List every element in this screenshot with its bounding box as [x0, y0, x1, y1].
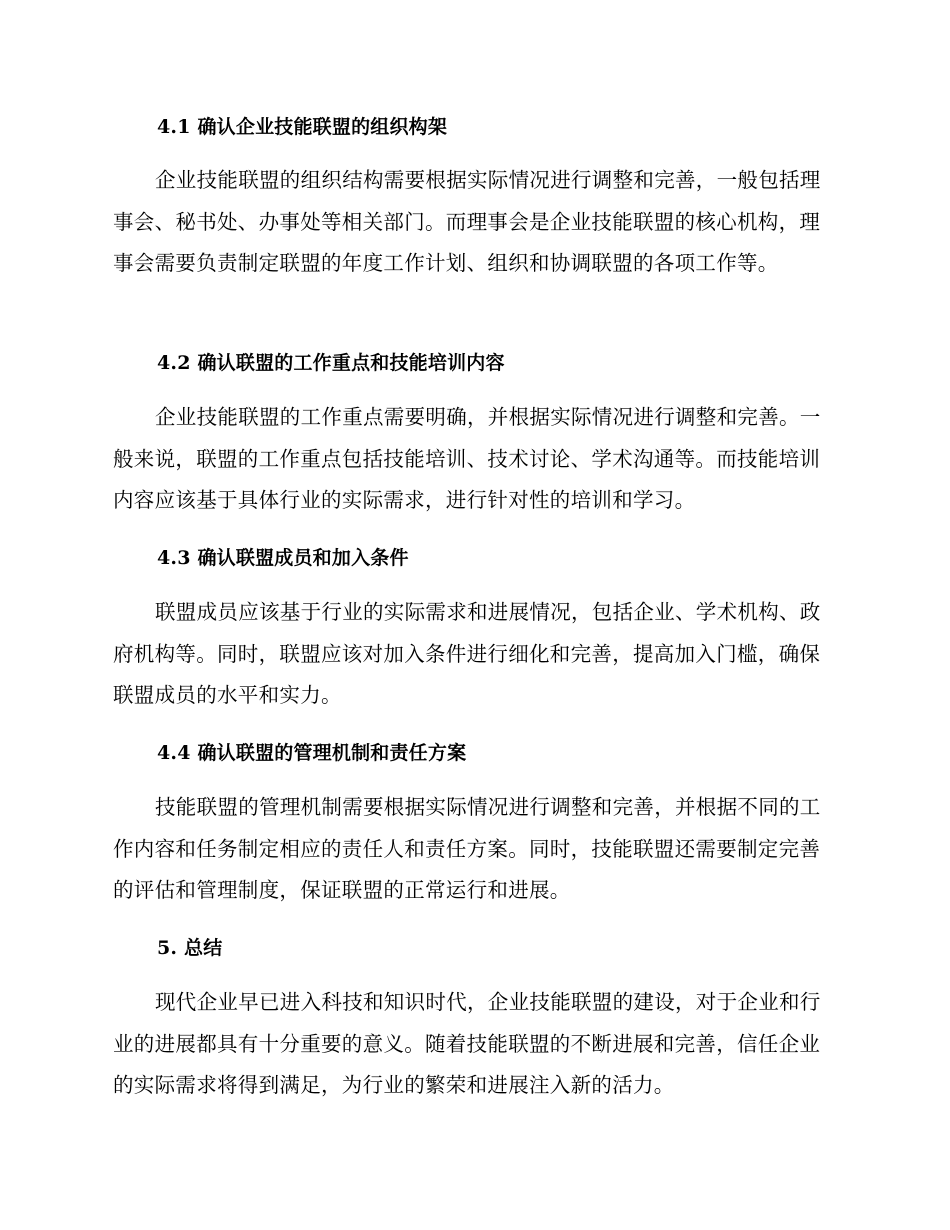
- section-heading-4-3: 4.3 确认联盟成员和加入条件: [157, 547, 409, 569]
- section-heading-4-1: 4.1 确认企业技能联盟的组织构架: [157, 116, 448, 138]
- section-paragraph-5: 现代企业早已进入科技和知识时代，企业技能联盟的建设，对于企业和行业的进展都具有十分重要的意义。随着技能联盟的不断进展和完善，信任企业的实际需求将得到满足，为行业的繁荣和进展注入新的活力。: [113, 990, 821, 1098]
- section-paragraph-4-1: 企业技能联盟的组织结构需要根据实际情况进行调整和完善，一般包括理事会、秘书处、办事处等相关部门。而理事会是企业技能联盟的核心机构，理事会需要负责制定联盟的年度工作计划、组织和协调联盟的各项工作等。: [113, 168, 821, 276]
- section-paragraph-4-2: 企业技能联盟的工作重点需要明确，并根据实际情况进行调整和完善。一般来说，联盟的工作重点包括技能培训、技术讨论、学术沟通等。而技能培训内容应该基于具体行业的实际需求，进行针对性的培训和学习。: [113, 405, 821, 513]
- section-paragraph-4-3: 联盟成员应该基于行业的实际需求和进展情况，包括企业、学术机构、政府机构等。同时，联盟应该对加入条件进行细化和完善，提高加入门槛，确保联盟成员的水平和实力。: [113, 600, 821, 708]
- section-heading-4-4: 4.4 确认联盟的管理机制和责任方案: [157, 742, 467, 764]
- section-heading-5: 5. 总结: [157, 937, 223, 959]
- section-paragraph-4-4: 技能联盟的管理机制需要根据实际情况进行调整和完善，并根据不同的工作内容和任务制定相应的责任人和责任方案。同时，技能联盟还需要制定完善的评估和管理制度，保证联盟的正常运行和进展。: [113, 795, 821, 903]
- section-heading-4-2: 4.2 确认联盟的工作重点和技能培训内容: [157, 352, 505, 374]
